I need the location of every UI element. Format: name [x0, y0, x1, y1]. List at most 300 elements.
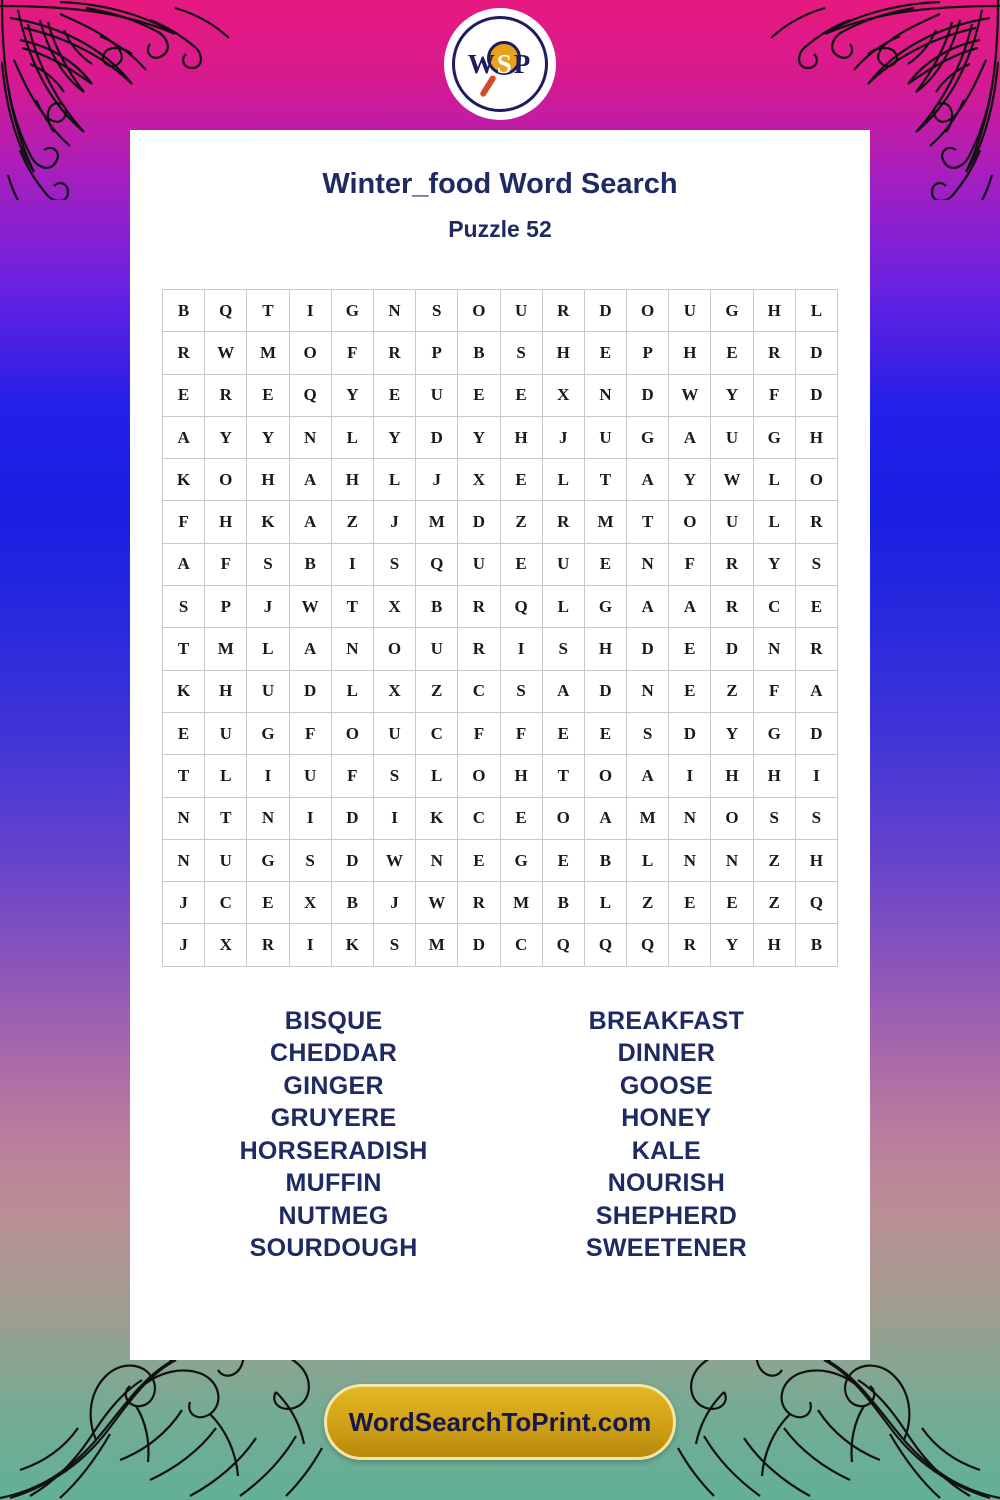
grid-cell[interactable]: D	[584, 670, 626, 712]
grid-cell[interactable]: T	[205, 797, 247, 839]
grid-cell[interactable]: N	[627, 543, 669, 585]
logo-circle	[452, 16, 548, 112]
grid-row	[163, 882, 838, 924]
grid-cell[interactable]: Q	[500, 586, 542, 628]
grid-row	[163, 628, 838, 670]
grid-cell[interactable]: F	[331, 332, 373, 374]
grid-cell[interactable]: G	[247, 839, 289, 881]
grid-cell[interactable]: E	[500, 543, 542, 585]
grid-cell[interactable]: U	[247, 670, 289, 712]
grid-row	[163, 374, 838, 416]
grid-cell[interactable]: O	[542, 797, 584, 839]
word-list	[180, 1005, 820, 1265]
grid-cell[interactable]: N	[373, 290, 415, 332]
grid-cell[interactable]: M	[627, 797, 669, 839]
grid-cell[interactable]: L	[205, 755, 247, 797]
grid-cell[interactable]: U	[458, 543, 500, 585]
grid-cell[interactable]: H	[205, 670, 247, 712]
logo-letter-p: P	[513, 48, 533, 79]
grid-cell[interactable]: Y	[458, 416, 500, 458]
grid-cell[interactable]: G	[500, 839, 542, 881]
grid-cell[interactable]: E	[711, 882, 753, 924]
grid-cell[interactable]: I	[247, 755, 289, 797]
grid-cell[interactable]: N	[163, 839, 205, 881]
grid-cell[interactable]: Z	[753, 882, 795, 924]
grid-cell[interactable]: R	[163, 332, 205, 374]
grid-cell[interactable]: Y	[711, 374, 753, 416]
grid-cell[interactable]: W	[205, 332, 247, 374]
grid-cell[interactable]: U	[669, 290, 711, 332]
grid-cell[interactable]: H	[584, 628, 626, 670]
grid-cell[interactable]: S	[163, 586, 205, 628]
website-button[interactable]	[324, 1384, 676, 1460]
grid-cell[interactable]: J	[373, 501, 415, 543]
grid-cell[interactable]: E	[669, 628, 711, 670]
grid-cell[interactable]: A	[289, 628, 331, 670]
grid-cell[interactable]: X	[373, 670, 415, 712]
grid-cell[interactable]: B	[795, 924, 837, 966]
grid-cell[interactable]: Q	[542, 924, 584, 966]
grid-cell[interactable]: S	[795, 797, 837, 839]
word-list-item: MUFFIN	[285, 1169, 382, 1198]
grid-cell[interactable]: A	[669, 586, 711, 628]
grid-cell[interactable]: B	[584, 839, 626, 881]
grid-cell[interactable]: G	[711, 290, 753, 332]
grid-cell[interactable]: S	[247, 543, 289, 585]
grid-cell[interactable]: G	[331, 290, 373, 332]
grid-cell[interactable]: L	[795, 290, 837, 332]
grid-cell[interactable]: S	[373, 543, 415, 585]
grid-cell[interactable]: W	[416, 882, 458, 924]
word-list-item: NOURISH	[607, 1169, 726, 1198]
grid-cell[interactable]: U	[711, 501, 753, 543]
grid-cell[interactable]: Q	[584, 924, 626, 966]
grid-cell[interactable]: J	[163, 924, 205, 966]
grid-cell[interactable]: D	[795, 332, 837, 374]
grid-cell[interactable]: D	[627, 374, 669, 416]
word-list-item: HORSERADISH	[239, 1136, 428, 1165]
grid-row	[163, 712, 838, 754]
grid-cell[interactable]: J	[542, 416, 584, 458]
grid-cell[interactable]: E	[500, 797, 542, 839]
grid-cell[interactable]: M	[205, 628, 247, 670]
grid-cell[interactable]: G	[584, 586, 626, 628]
grid-cell[interactable]: I	[373, 797, 415, 839]
grid-cell[interactable]: F	[500, 712, 542, 754]
grid-cell[interactable]: B	[331, 882, 373, 924]
grid-cell[interactable]: E	[795, 586, 837, 628]
word-search-grid[interactable]	[162, 289, 838, 967]
grid-cell[interactable]: L	[331, 416, 373, 458]
grid-cell[interactable]: N	[416, 839, 458, 881]
grid-cell[interactable]: Z	[627, 882, 669, 924]
grid-cell[interactable]: U	[205, 712, 247, 754]
grid-cell[interactable]: U	[500, 290, 542, 332]
grid-cell[interactable]: U	[289, 755, 331, 797]
grid-cell[interactable]: Y	[331, 374, 373, 416]
grid-cell[interactable]: E	[584, 543, 626, 585]
grid-row	[163, 755, 838, 797]
grid-cell[interactable]: R	[753, 332, 795, 374]
grid-cell[interactable]: L	[247, 628, 289, 670]
grid-cell[interactable]: D	[627, 628, 669, 670]
grid-cell[interactable]: Y	[711, 712, 753, 754]
grid-cell[interactable]: S	[416, 290, 458, 332]
grid-cell[interactable]: J	[373, 882, 415, 924]
word-list-item: DINNER	[617, 1039, 716, 1068]
grid-cell[interactable]: X	[458, 459, 500, 501]
grid-cell[interactable]: W	[289, 586, 331, 628]
grid-cell[interactable]: D	[331, 839, 373, 881]
grid-row	[163, 501, 838, 543]
grid-cell[interactable]: R	[711, 543, 753, 585]
grid-cell[interactable]: K	[416, 797, 458, 839]
grid-cell[interactable]: Z	[711, 670, 753, 712]
grid-cell[interactable]: O	[584, 755, 626, 797]
grid-cell[interactable]: F	[669, 543, 711, 585]
logo-letter-s: S	[496, 48, 514, 79]
grid-row	[163, 290, 838, 332]
grid-cell[interactable]: D	[289, 670, 331, 712]
grid-cell[interactable]: O	[458, 290, 500, 332]
word-list-item: GOOSE	[619, 1071, 713, 1100]
grid-cell[interactable]: G	[753, 416, 795, 458]
grid-cell[interactable]: I	[500, 628, 542, 670]
word-list-item: BISQUE	[284, 1006, 383, 1035]
grid-cell[interactable]: B	[289, 543, 331, 585]
word-list-column-left	[180, 1005, 487, 1265]
grid-cell[interactable]: O	[458, 755, 500, 797]
grid-cell[interactable]: H	[205, 501, 247, 543]
grid-cell[interactable]: F	[205, 543, 247, 585]
grid-cell[interactable]: I	[289, 797, 331, 839]
grid-cell[interactable]: Q	[289, 374, 331, 416]
grid-cell[interactable]: A	[669, 416, 711, 458]
grid-cell[interactable]: X	[205, 924, 247, 966]
grid-cell[interactable]: O	[627, 290, 669, 332]
grid-row	[163, 924, 838, 966]
grid-cell[interactable]: H	[753, 755, 795, 797]
grid-cell[interactable]: A	[627, 586, 669, 628]
grid-cell[interactable]: R	[669, 924, 711, 966]
grid-cell[interactable]: U	[373, 712, 415, 754]
puzzle-sheet	[130, 130, 870, 1360]
grid-cell[interactable]: T	[247, 290, 289, 332]
grid-cell[interactable]: R	[458, 882, 500, 924]
grid-cell[interactable]: R	[205, 374, 247, 416]
grid-cell[interactable]: W	[711, 459, 753, 501]
grid-row	[163, 797, 838, 839]
grid-cell[interactable]: N	[584, 374, 626, 416]
word-list-item: HONEY	[621, 1104, 712, 1133]
grid-cell[interactable]: L	[584, 882, 626, 924]
grid-cell[interactable]: E	[500, 459, 542, 501]
grid-cell[interactable]: B	[416, 586, 458, 628]
grid-cell[interactable]: C	[753, 586, 795, 628]
logo-letter-w: W	[467, 48, 497, 79]
grid-cell[interactable]: W	[669, 374, 711, 416]
grid-cell[interactable]: M	[584, 501, 626, 543]
grid-cell[interactable]: O	[373, 628, 415, 670]
grid-cell[interactable]: X	[542, 374, 584, 416]
word-list-item: GINGER	[283, 1071, 384, 1100]
grid-cell[interactable]: N	[247, 797, 289, 839]
grid-cell[interactable]: R	[795, 501, 837, 543]
site-logo	[444, 8, 556, 120]
grid-cell[interactable]: M	[500, 882, 542, 924]
grid-cell[interactable]: D	[416, 416, 458, 458]
grid-cell[interactable]: U	[542, 543, 584, 585]
grid-cell[interactable]: E	[669, 670, 711, 712]
grid-cell[interactable]: F	[289, 712, 331, 754]
grid-cell[interactable]: B	[458, 332, 500, 374]
grid-cell[interactable]: O	[795, 459, 837, 501]
grid-cell[interactable]: P	[416, 332, 458, 374]
grid-cell[interactable]: I	[331, 543, 373, 585]
grid-cell[interactable]: H	[331, 459, 373, 501]
grid-cell[interactable]: U	[416, 628, 458, 670]
word-list-item: CHEDDAR	[270, 1039, 398, 1068]
grid-cell[interactable]: G	[627, 416, 669, 458]
grid-cell[interactable]: C	[205, 882, 247, 924]
grid-cell[interactable]: L	[331, 670, 373, 712]
grid-cell[interactable]: A	[289, 459, 331, 501]
grid-cell[interactable]: Q	[795, 882, 837, 924]
grid-cell[interactable]: R	[458, 628, 500, 670]
grid-cell[interactable]: H	[500, 416, 542, 458]
grid-cell[interactable]: L	[416, 755, 458, 797]
word-list-item: SWEETENER	[585, 1234, 747, 1263]
word-list-item: BREAKFAST	[588, 1006, 745, 1035]
grid-cell[interactable]: E	[163, 712, 205, 754]
grid-cell[interactable]: E	[458, 374, 500, 416]
grid-cell[interactable]: M	[416, 924, 458, 966]
grid-cell[interactable]: E	[669, 882, 711, 924]
website-button-label: WordSearchToPrint.com	[348, 1406, 652, 1437]
grid-cell[interactable]: Z	[416, 670, 458, 712]
grid-cell[interactable]: W	[373, 839, 415, 881]
grid-cell[interactable]: R	[795, 628, 837, 670]
grid-cell[interactable]: A	[289, 501, 331, 543]
grid-row	[163, 543, 838, 585]
grid-cell[interactable]: T	[331, 586, 373, 628]
grid-cell[interactable]: T	[542, 755, 584, 797]
grid-cell[interactable]: O	[205, 459, 247, 501]
grid-cell[interactable]: L	[753, 459, 795, 501]
grid-cell[interactable]: K	[163, 670, 205, 712]
grid-cell[interactable]: A	[163, 543, 205, 585]
grid-cell[interactable]: Q	[627, 924, 669, 966]
grid-cell[interactable]: N	[163, 797, 205, 839]
grid-cell[interactable]: K	[163, 459, 205, 501]
grid-cell[interactable]: D	[795, 712, 837, 754]
grid-cell[interactable]: D	[795, 374, 837, 416]
grid-cell[interactable]: D	[711, 628, 753, 670]
grid-cell[interactable]: J	[163, 882, 205, 924]
grid-cell[interactable]: C	[500, 924, 542, 966]
grid-cell[interactable]: Z	[331, 501, 373, 543]
grid-cell[interactable]: S	[373, 924, 415, 966]
grid-cell[interactable]: Z	[753, 839, 795, 881]
grid-cell[interactable]: Y	[711, 924, 753, 966]
grid-cell[interactable]: T	[627, 501, 669, 543]
grid-cell[interactable]: S	[373, 755, 415, 797]
grid-cell[interactable]: K	[247, 501, 289, 543]
grid-cell[interactable]: Q	[416, 543, 458, 585]
grid-cell[interactable]: U	[584, 416, 626, 458]
grid-cell[interactable]: H	[795, 416, 837, 458]
grid-row	[163, 332, 838, 374]
grid-cell[interactable]: S	[289, 839, 331, 881]
grid-cell[interactable]: H	[669, 332, 711, 374]
grid-cell[interactable]: O	[711, 797, 753, 839]
grid-cell[interactable]: N	[711, 839, 753, 881]
grid-cell[interactable]: T	[163, 628, 205, 670]
logo-letters	[468, 49, 533, 80]
grid-cell[interactable]: S	[753, 797, 795, 839]
grid-cell[interactable]: M	[247, 332, 289, 374]
grid-cell[interactable]: X	[373, 586, 415, 628]
grid-cell[interactable]: F	[458, 712, 500, 754]
grid-cell[interactable]: J	[247, 586, 289, 628]
grid-cell[interactable]: E	[542, 712, 584, 754]
grid-cell[interactable]: F	[753, 670, 795, 712]
grid-cell[interactable]: N	[627, 670, 669, 712]
grid-cell[interactable]: S	[542, 628, 584, 670]
grid-row	[163, 670, 838, 712]
grid-cell[interactable]: P	[205, 586, 247, 628]
grid-cell[interactable]: L	[753, 501, 795, 543]
grid-cell[interactable]: I	[669, 755, 711, 797]
grid-cell[interactable]: Y	[247, 416, 289, 458]
grid-cell[interactable]: Y	[205, 416, 247, 458]
grid-cell[interactable]: U	[711, 416, 753, 458]
grid-cell[interactable]: Z	[500, 501, 542, 543]
grid-cell[interactable]: Q	[205, 290, 247, 332]
grid-cell[interactable]: N	[669, 797, 711, 839]
grid-cell[interactable]: D	[458, 924, 500, 966]
grid-row	[163, 459, 838, 501]
grid-cell[interactable]: F	[331, 755, 373, 797]
grid-cell[interactable]: H	[247, 459, 289, 501]
grid-cell[interactable]: I	[289, 290, 331, 332]
grid-cell[interactable]: B	[542, 882, 584, 924]
grid-cell[interactable]: C	[416, 712, 458, 754]
grid-cell[interactable]: E	[542, 839, 584, 881]
grid-cell[interactable]: E	[247, 374, 289, 416]
word-list-item: GRUYERE	[270, 1104, 397, 1133]
grid-cell[interactable]: Y	[753, 543, 795, 585]
grid-cell[interactable]: Y	[669, 459, 711, 501]
grid-cell[interactable]: O	[289, 332, 331, 374]
grid-cell[interactable]: O	[331, 712, 373, 754]
grid-cell[interactable]: G	[247, 712, 289, 754]
grid-cell[interactable]: R	[711, 586, 753, 628]
grid-cell[interactable]: L	[542, 459, 584, 501]
word-list-item: SHEPHERD	[595, 1201, 738, 1230]
grid-cell[interactable]: H	[795, 839, 837, 881]
grid-cell[interactable]: A	[542, 670, 584, 712]
grid-cell[interactable]: E	[458, 839, 500, 881]
grid-cell[interactable]: D	[669, 712, 711, 754]
grid-cell[interactable]: C	[458, 670, 500, 712]
grid-cell[interactable]: S	[627, 712, 669, 754]
grid-cell[interactable]: A	[627, 459, 669, 501]
grid-cell[interactable]: T	[584, 459, 626, 501]
grid-cell[interactable]: L	[542, 586, 584, 628]
grid-cell[interactable]: E	[373, 374, 415, 416]
grid-cell[interactable]: R	[373, 332, 415, 374]
grid-cell[interactable]: E	[163, 374, 205, 416]
grid-cell[interactable]: A	[627, 755, 669, 797]
grid-cell[interactable]: I	[795, 755, 837, 797]
grid-cell[interactable]: Y	[373, 416, 415, 458]
word-list-item: NUTMEG	[278, 1201, 389, 1230]
grid-cell[interactable]: O	[669, 501, 711, 543]
grid-cell[interactable]: N	[289, 416, 331, 458]
grid-row	[163, 586, 838, 628]
grid-cell[interactable]: A	[163, 416, 205, 458]
grid-cell[interactable]: H	[753, 924, 795, 966]
grid-cell[interactable]: S	[500, 670, 542, 712]
grid-cell[interactable]: L	[373, 459, 415, 501]
grid-cell[interactable]: H	[500, 755, 542, 797]
grid-cell[interactable]: J	[416, 459, 458, 501]
grid-cell[interactable]: B	[163, 290, 205, 332]
grid-cell[interactable]: G	[753, 712, 795, 754]
grid-cell[interactable]: N	[669, 839, 711, 881]
grid-cell[interactable]: K	[331, 924, 373, 966]
grid-cell[interactable]: P	[627, 332, 669, 374]
grid-cell[interactable]: D	[584, 290, 626, 332]
grid-cell[interactable]: D	[331, 797, 373, 839]
grid-cell[interactable]: R	[542, 501, 584, 543]
word-list-item: SOURDOUGH	[249, 1234, 418, 1263]
grid-cell[interactable]: E	[584, 712, 626, 754]
grid-cell[interactable]: F	[163, 501, 205, 543]
grid-cell[interactable]: E	[584, 332, 626, 374]
grid-cell[interactable]: N	[331, 628, 373, 670]
grid-cell[interactable]: S	[795, 543, 837, 585]
grid-cell[interactable]: S	[500, 332, 542, 374]
grid-cell[interactable]: A	[584, 797, 626, 839]
grid-cell[interactable]: X	[289, 882, 331, 924]
grid-cell[interactable]: L	[627, 839, 669, 881]
word-search-grid-container	[162, 289, 838, 967]
grid-row	[163, 416, 838, 458]
grid-cell[interactable]: C	[458, 797, 500, 839]
grid-cell[interactable]: A	[795, 670, 837, 712]
grid-cell[interactable]: R	[458, 586, 500, 628]
grid-cell[interactable]: D	[458, 501, 500, 543]
grid-cell[interactable]: E	[500, 374, 542, 416]
grid-cell[interactable]: R	[247, 924, 289, 966]
grid-cell[interactable]: T	[163, 755, 205, 797]
grid-cell[interactable]: R	[542, 290, 584, 332]
grid-cell[interactable]: H	[753, 290, 795, 332]
grid-cell[interactable]: N	[753, 628, 795, 670]
grid-cell[interactable]: U	[205, 839, 247, 881]
grid-cell[interactable]: H	[711, 755, 753, 797]
grid-cell[interactable]: H	[542, 332, 584, 374]
grid-cell[interactable]: F	[753, 374, 795, 416]
grid-cell[interactable]: E	[247, 882, 289, 924]
grid-cell[interactable]: M	[416, 501, 458, 543]
grid-cell[interactable]: E	[711, 332, 753, 374]
grid-cell[interactable]: I	[289, 924, 331, 966]
grid-cell[interactable]: U	[416, 374, 458, 416]
word-list-column-right	[513, 1005, 820, 1265]
